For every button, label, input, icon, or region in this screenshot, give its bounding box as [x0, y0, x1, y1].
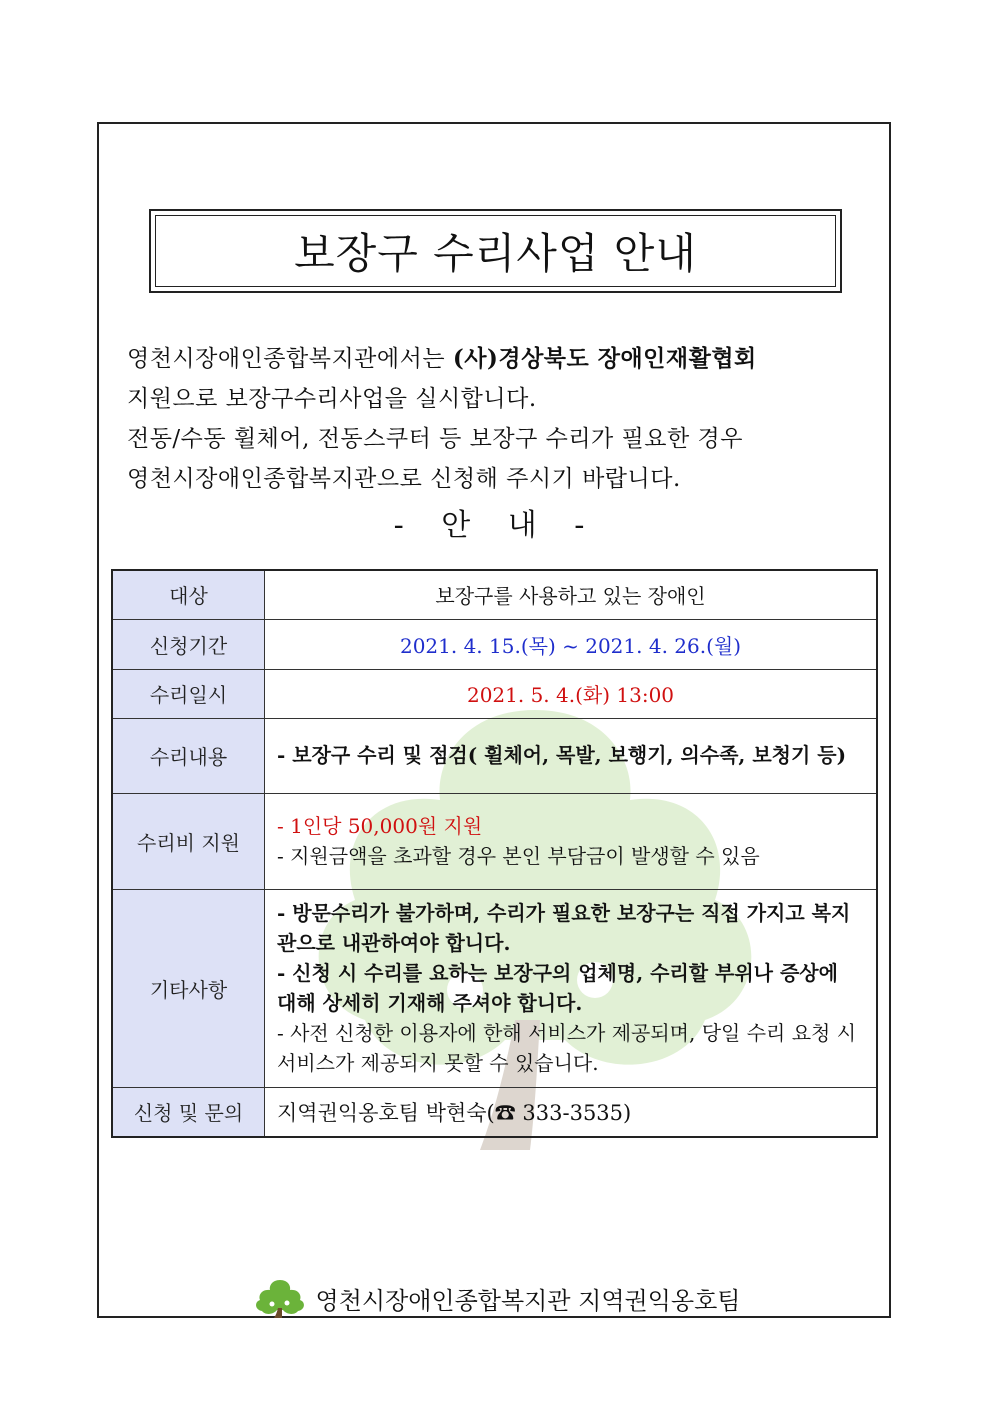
table-row-repair-date — [112, 669, 877, 718]
guide-heading: - 안 내 - — [393, 508, 599, 543]
value-period: 2021. 4. 15.(목) ~ 2021. 4. 26.(월) — [265, 619, 878, 669]
support-line-2: - 지원금액을 초과할 경우 본인 부담금이 발생할 수 있음 — [277, 844, 760, 868]
table-row-target — [112, 570, 877, 619]
label-period: 신청기간 — [112, 619, 265, 669]
intro-line-1-bold: (사)경상북도 장애인재활협회 — [452, 345, 757, 372]
value-contact: 지역권익옹호팀 박현숙(☎ 333-3535) — [265, 1087, 878, 1137]
page-title: 보장구 수리사업 안내 — [155, 215, 836, 287]
label-etc: 기타사항 — [112, 889, 265, 1087]
label-contact: 신청 및 문의 — [112, 1087, 265, 1137]
label-repair-content: 수리내용 — [112, 718, 265, 793]
table-row-support — [112, 793, 877, 889]
value-etc — [265, 889, 878, 1087]
value-target: 보장구를 사용하고 있는 장애인 — [265, 570, 878, 619]
intro-line-2: 지원으로 보장구수리사업을 실시합니다. — [127, 386, 537, 412]
table-row-etc — [112, 889, 877, 1087]
label-target: 대상 — [112, 570, 265, 619]
tree-logo-icon — [252, 1278, 308, 1318]
etc-line-1: - 방문수리가 불가하며, 수리가 필요한 보장구는 직접 가지고 복지관으로 내관하여야 합니다. — [277, 901, 851, 955]
footer-text: 영천시장애인종합복지관 지역권익옹호팀 — [315, 1286, 741, 1315]
intro-text — [127, 339, 867, 499]
label-repair-date: 수리일시 — [112, 669, 265, 718]
support-line-1: - 1인당 50,000원 지원 — [277, 814, 483, 838]
footer — [0, 1278, 992, 1318]
info-table — [111, 569, 878, 1138]
etc-line-3: - 사전 신청한 이용자에 한해 서비스가 제공되며, 당일 수리 요청 시 서비스가 제공되지 못할 수 있습니다. — [277, 1021, 857, 1075]
intro-line-1-prefix: 영천시장애인종합복지관에서는 — [127, 346, 453, 372]
value-repair-content: - 보장구 수리 및 점검( 휠체어, 목발, 보행기, 의수족, 보청기 등) — [265, 718, 878, 793]
intro-line-4: 영천시장애인종합복지관으로 신청해 주시기 바랍니다. — [127, 466, 681, 492]
value-support — [265, 793, 878, 889]
table-row-repair-content — [112, 718, 877, 793]
table-row-period — [112, 619, 877, 669]
table-row-contact — [112, 1087, 877, 1137]
value-repair-date: 2021. 5. 4.(화) 13:00 — [265, 669, 878, 718]
title-box — [149, 209, 842, 293]
intro-line-1 — [127, 339, 867, 379]
etc-line-2: - 신청 시 수리를 요하는 보장구의 업체명, 수리할 부위나 증상에 대해 상세히 기재해 주셔야 합니다. — [277, 961, 838, 1015]
label-support: 수리비 지원 — [112, 793, 265, 889]
intro-line-3: 전동/수동 휠체어, 전동스쿠터 등 보장구 수리가 필요한 경우 — [127, 426, 743, 452]
